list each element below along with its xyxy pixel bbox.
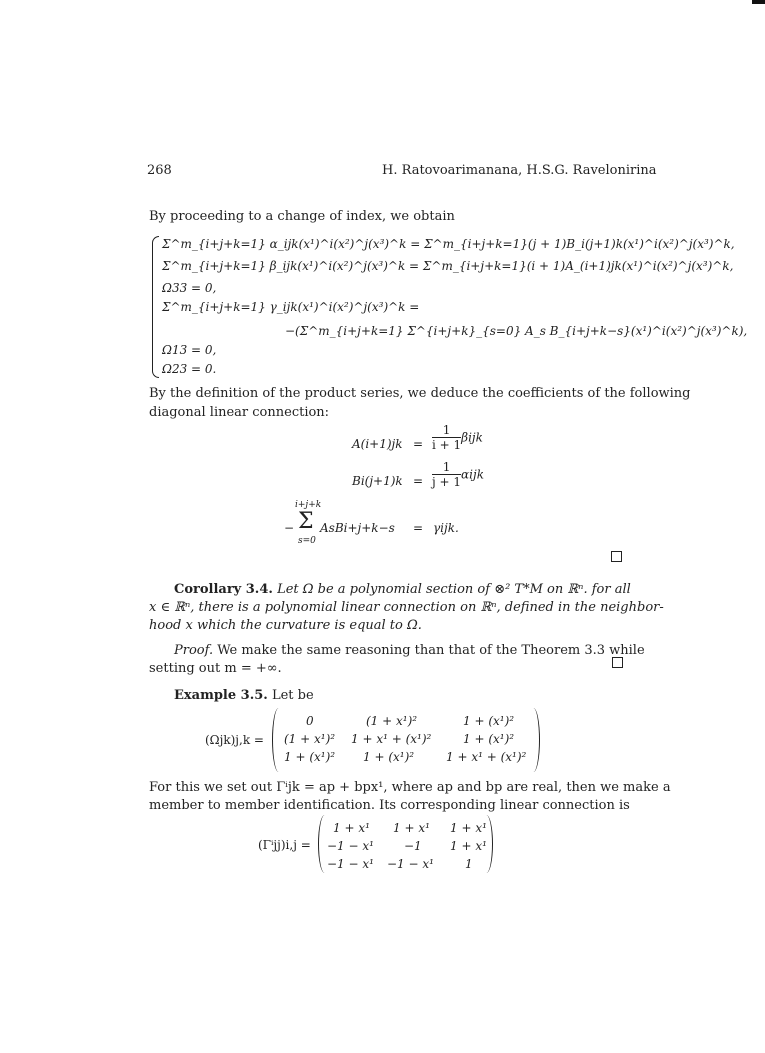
gamma-cell-1-3: 1 + x¹ bbox=[450, 821, 487, 835]
coef-row1-lhs: A(i+1)jk bbox=[352, 437, 403, 451]
omega-cell-1-2: (1 + x¹)² bbox=[366, 714, 418, 728]
deduce-line-2: diagonal linear connection: bbox=[149, 405, 330, 420]
proof-label: Proof. bbox=[174, 643, 214, 658]
coef-row2-num: 1 bbox=[432, 461, 461, 475]
qed-box-2 bbox=[612, 657, 623, 668]
gamma-cell-2-2: −1 bbox=[404, 839, 422, 853]
example-label: Example 3.5. bbox=[174, 688, 268, 703]
setout-line-1: For this we set out Γⁱjk = ap + bpx¹, where ap and bp are real, then we make a bbox=[149, 780, 671, 795]
omega-cell-1-3: 1 + (x¹)² bbox=[463, 714, 515, 728]
example-text: Let be bbox=[271, 688, 314, 703]
coef-row2-equals: = bbox=[413, 474, 424, 488]
proof-line-2: setting out m = +∞. bbox=[149, 661, 282, 676]
system-brace bbox=[152, 236, 159, 378]
omega-matrix-lhs: (Ωjk)j,k = bbox=[205, 733, 264, 747]
system-line-5: −(Σ^m_{i+j+k=1} Σ^{i+j+k}_{s=0} A_s B_{i+j+k−s}(x¹)^i(x²)^j(x³)^k), bbox=[285, 324, 748, 338]
corollary-line-1 bbox=[174, 580, 631, 599]
deduce-line-1: By the definition of the product series, we deduce the coefficients of the following bbox=[149, 386, 691, 401]
gamma-cell-1-2: 1 + x¹ bbox=[393, 821, 430, 835]
gamma-cell-3-3: 1 bbox=[465, 857, 473, 871]
coef-row2-var: αijk bbox=[461, 467, 484, 482]
coef-row2-fraction bbox=[432, 461, 461, 489]
gamma-cell-3-2: −1 − x¹ bbox=[387, 857, 434, 871]
omega-cell-2-2: 1 + x¹ + (x¹)² bbox=[351, 732, 432, 746]
coef-row1-fraction bbox=[432, 424, 461, 452]
corollary-label: Corollary 3.4. bbox=[174, 582, 273, 597]
page-number: 268 bbox=[147, 163, 172, 178]
proof-text-1: We make the same reasoning than that of the Theorem 3.3 while bbox=[217, 643, 645, 658]
coef-row1-rhs bbox=[432, 424, 483, 452]
corollary-line-3: hood x which the curvature is equal to Ω. bbox=[149, 618, 422, 633]
system-line-2: Σ^m_{i+j+k=1} β_ijk(x¹)^i(x²)^j(x³)^k = Σ^m_{i+j+k=1}(i + 1)A_(i+1)jk(x¹)^i(x²)^j(x³)^k, bbox=[162, 259, 734, 273]
system-line-4: Σ^m_{i+j+k=1} γ_ijk(x¹)^i(x²)^j(x³)^k = bbox=[162, 300, 420, 314]
coef-row1-den: i + 1 bbox=[432, 438, 462, 452]
gamma-matrix-lhs: (Γⁱjj)i,j = bbox=[258, 838, 311, 852]
gamma-cell-1-1: 1 + x¹ bbox=[333, 821, 370, 835]
omega-cell-1-1: 0 bbox=[306, 714, 314, 728]
system-line-7: Ω23 = 0. bbox=[162, 362, 217, 376]
system-line-3: Ω33 = 0, bbox=[162, 281, 217, 295]
coef-row3-upper-limit: i+j+k bbox=[295, 500, 322, 510]
coef-row3-body: AsBi+j+k−s bbox=[320, 521, 395, 535]
gamma-cell-3-1: −1 − x¹ bbox=[327, 857, 374, 871]
corollary-line-2: x ∈ ℝⁿ, there is a polynomial linear connection on ℝⁿ, defined in the neighbor- bbox=[149, 600, 664, 615]
proof-line-1 bbox=[174, 641, 645, 660]
omega-cell-2-3: 1 + (x¹)² bbox=[463, 732, 515, 746]
example-line bbox=[174, 686, 314, 705]
coef-row1-num: 1 bbox=[432, 424, 461, 438]
setout-line-2: member to member identification. Its corresponding linear connection is bbox=[149, 798, 630, 813]
gamma-cell-2-1: −1 − x¹ bbox=[327, 839, 374, 853]
coef-row3-rhs: γijk. bbox=[433, 521, 459, 535]
coef-row2-lhs: Bi(j+1)k bbox=[352, 474, 403, 488]
coef-row2-rhs bbox=[432, 461, 484, 489]
omega-cell-3-3: 1 + x¹ + (x¹)² bbox=[446, 750, 527, 764]
coef-row3-minus: − bbox=[284, 521, 295, 535]
coef-row3-sigma: Σ bbox=[298, 509, 314, 534]
omega-cell-3-1: 1 + (x¹)² bbox=[284, 750, 336, 764]
coef-row1-var: βijk bbox=[461, 430, 483, 445]
coef-row3-equals: = bbox=[413, 521, 424, 535]
scan-edge-mark bbox=[752, 0, 765, 4]
coef-row3-lower-limit: s=0 bbox=[298, 536, 316, 546]
omega-cell-2-1: (1 + x¹)² bbox=[284, 732, 336, 746]
omega-matrix-right-paren bbox=[529, 708, 540, 772]
omega-matrix-left-paren bbox=[272, 708, 283, 772]
coef-row1-equals: = bbox=[413, 437, 424, 451]
qed-box-1 bbox=[611, 551, 622, 562]
intro-text: By proceeding to a change of index, we obtain bbox=[149, 209, 455, 224]
gamma-cell-2-3: 1 + x¹ bbox=[450, 839, 487, 853]
omega-cell-3-2: 1 + (x¹)² bbox=[363, 750, 415, 764]
system-line-1: Σ^m_{i+j+k=1} α_ijk(x¹)^i(x²)^j(x³)^k = Σ^m_{i+j+k=1}(j + 1)B_i(j+1)k(x¹)^i(x²)^j(x³)^k, bbox=[162, 237, 735, 251]
corollary-text-1: Let Ω be a polynomial section of ⊗² T*M on ℝⁿ. for all bbox=[277, 582, 631, 597]
system-line-6: Ω13 = 0, bbox=[162, 343, 217, 357]
coef-row2-den: j + 1 bbox=[432, 475, 462, 489]
running-header-authors: H. Ratovoarimanana, H.S.G. Ravelonirina bbox=[382, 163, 657, 178]
